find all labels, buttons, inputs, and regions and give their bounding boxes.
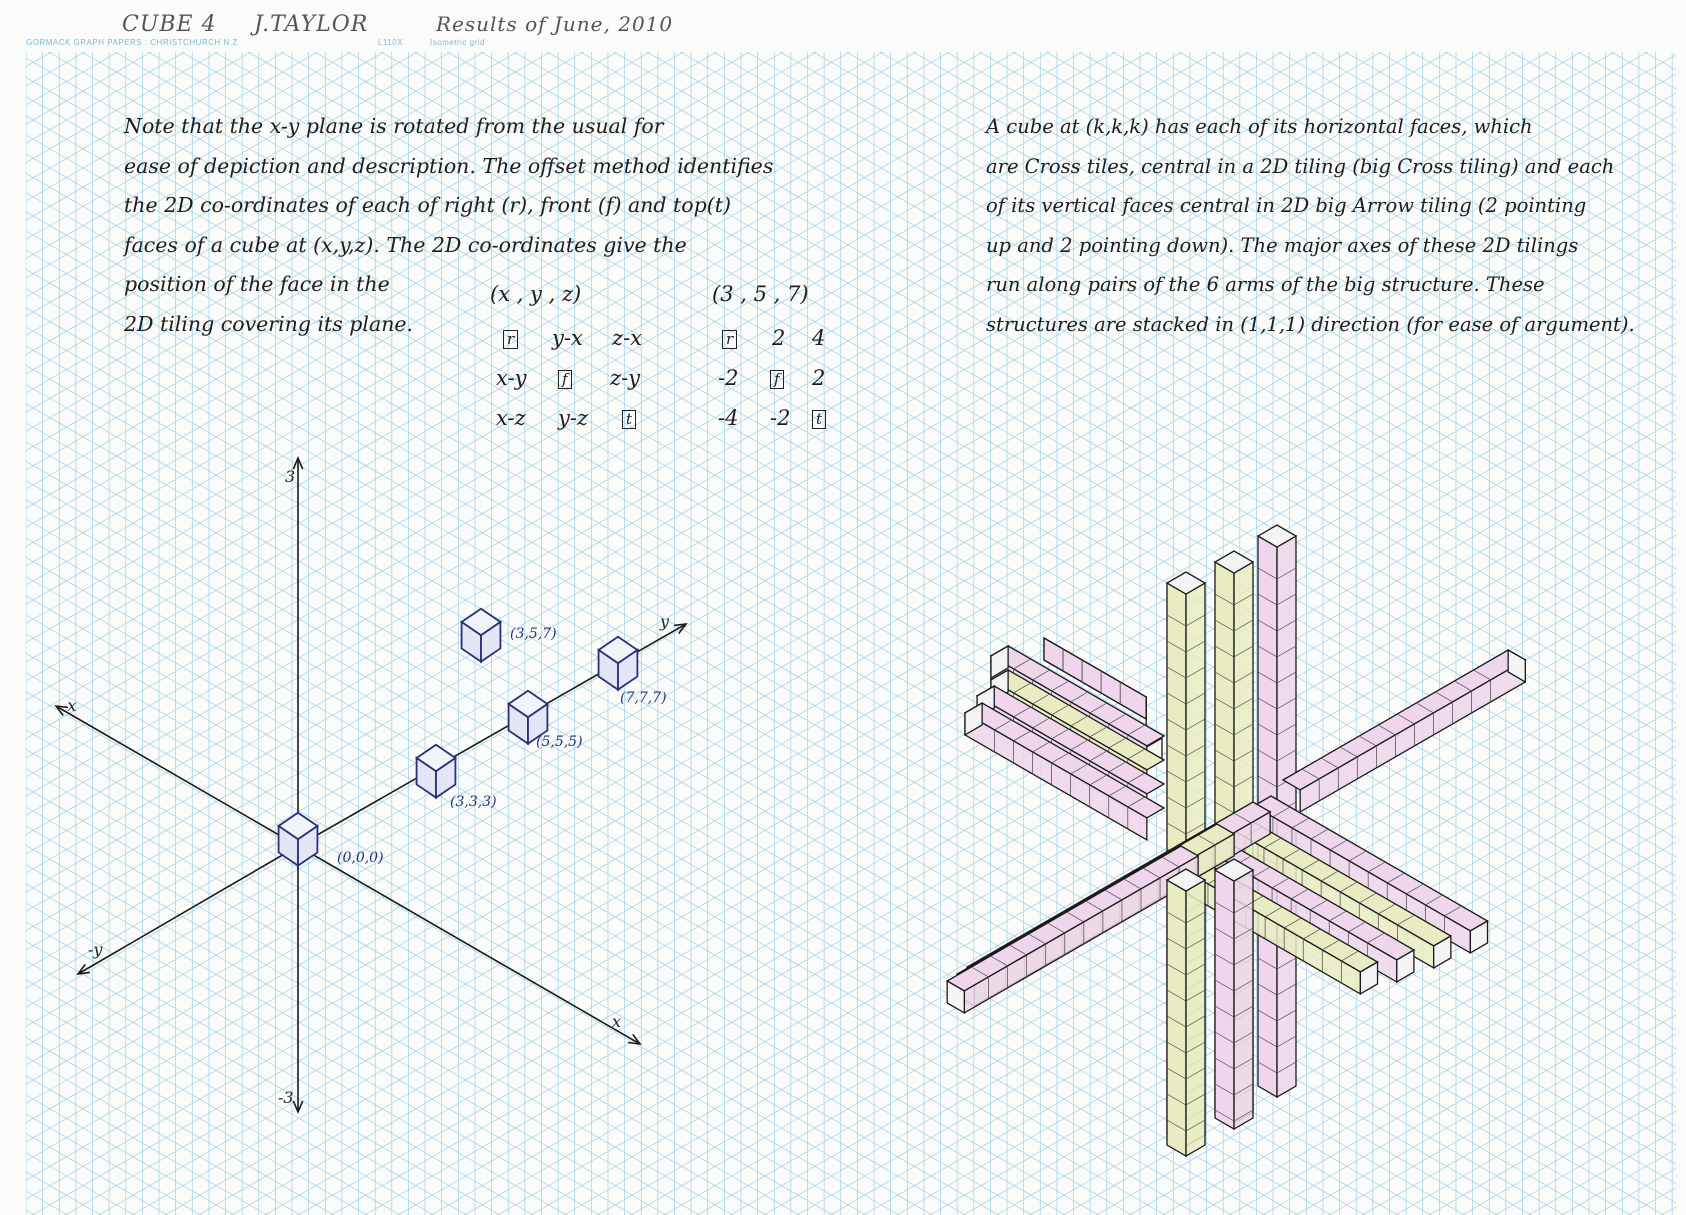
axis-label-x-neg: -x [62, 696, 77, 715]
column-lower-2 [1215, 859, 1253, 1129]
table-cell: -2 [718, 366, 739, 390]
note-right-line: up and 2 pointing down). The major axes of these 2D tilings [986, 233, 1579, 257]
grid-line [0, 0, 1686, 43]
cube-label-777: (7,7,7) [620, 690, 667, 706]
table-cell: x-z [496, 406, 526, 430]
grid-line [0, 792, 1686, 1215]
grid-line [0, 427, 1686, 1215]
note-right [986, 107, 1635, 344]
grid-line [0, 1195, 1686, 1215]
column-left-face [1215, 870, 1234, 1129]
grid-line [0, 452, 1686, 1215]
table-cell: z-y [610, 366, 641, 390]
grid-line [0, 293, 1686, 1215]
grid-line [0, 504, 1686, 1215]
bar-top-face [947, 846, 1198, 991]
grid-line [0, 0, 1686, 37]
grid-line [0, 734, 1686, 1215]
note-left-line: Note that the x-y plane is rotated from the usual for [124, 114, 664, 138]
grid-line [0, 990, 1686, 1215]
note-right-line: structures are stacked in (1,1,1) direction (for ease of argument). [986, 312, 1635, 336]
grid-line [0, 350, 1686, 1215]
grid-line [0, 830, 1686, 1215]
grid-line [0, 0, 1686, 114]
grid-line [0, 1022, 1686, 1215]
cube-label-357: (3,5,7) [510, 626, 557, 642]
note-right-line: are Cross tiles, central in a 2D tiling (big Cross tiling) and each [986, 154, 1615, 178]
column-right-face [1234, 870, 1253, 1129]
table-cell: 2 [772, 326, 786, 350]
grid-line [0, 773, 1686, 1215]
grid-line [0, 491, 1686, 1215]
cube-origin [279, 813, 318, 866]
table-cell: t [812, 410, 826, 429]
table-cell: -2 [770, 406, 791, 430]
note-left-line: 2D tiling covering its plane. [124, 311, 414, 336]
paper-brand: GORMACK GRAPH PAPERS : CHRISTCHURCH N.Z [26, 38, 238, 47]
axis-label-z-pos: 3 [285, 467, 296, 486]
axis-y-neg [78, 846, 298, 974]
grid-line [0, 0, 1686, 95]
grid-line [0, 0, 1686, 120]
cube-label-333: (3,3,3) [450, 794, 497, 810]
grid-line [0, 312, 1686, 1215]
note-left [124, 107, 773, 344]
grid-line [0, 759, 1686, 1215]
axis-label-x-pos: x [612, 1012, 622, 1031]
grid-line [0, 1105, 1686, 1215]
grid-line [0, 203, 1686, 1176]
grid-line [0, 389, 1686, 1215]
column-lower-1 [1167, 869, 1205, 1156]
bar-side-face [964, 856, 1198, 1013]
grid-line [0, 1176, 1686, 1215]
grid-line [0, 446, 1686, 1215]
table-cell: r [503, 330, 518, 349]
grid-line [0, 466, 1686, 1215]
grid-line [0, 1061, 1686, 1215]
table-cell: f [558, 370, 572, 389]
grid-line [0, 0, 1686, 18]
grid-line [0, 0, 1686, 5]
cube-label-555: (5,5,5) [536, 734, 583, 750]
table-cell: 2 [812, 366, 826, 390]
table-cell: y-z [558, 406, 589, 430]
note-right-line: of its vertical faces central in 2D big Arrow tiling (2 pointing [986, 194, 1587, 217]
grid-line [0, 414, 1686, 1215]
grid-line [0, 798, 1686, 1215]
general-header: (x , y , z) [490, 282, 582, 306]
grid-line [0, 1143, 1686, 1215]
grid-line [0, 260, 1686, 1215]
note-right-line: run along pairs of the 6 arms of the big structure. These [986, 273, 1545, 296]
grid-line [0, 1080, 1686, 1215]
note-left-line: position of the face in the [124, 272, 390, 296]
axis-x-pos-head [628, 1034, 640, 1044]
grid-line [0, 408, 1686, 1215]
author: J.TAYLOR [254, 12, 369, 37]
note-left-line: faces of a cube at (x,y,z). The 2D co-ordinates give the [124, 232, 687, 257]
table-cell: r [722, 330, 737, 349]
grid-line [0, 299, 1686, 1215]
table-cell: -4 [718, 406, 739, 430]
grid-line [0, 0, 1686, 62]
axis-y-neg-head [78, 964, 90, 974]
note-right-line: A cube at (k,k,k) has each of its horizontal faces, which [986, 115, 1533, 138]
grid-line [0, 0, 1686, 57]
grid-line [0, 984, 1686, 1215]
grid-line [0, 0, 1686, 101]
grid-line [0, 926, 1686, 1215]
grid-line [0, 1118, 1686, 1215]
axis-x-pos [298, 846, 640, 1044]
table-cell: y-x [552, 326, 583, 350]
paper-code: L110X [378, 38, 404, 47]
table-cell: 4 [812, 326, 826, 350]
axis-label-y-neg: -y [88, 940, 103, 959]
grid-line [0, 1028, 1686, 1215]
grid-line [0, 1182, 1686, 1215]
axis-label-y-pos: y [660, 612, 670, 631]
grid-line [0, 1067, 1686, 1215]
grid-line [0, 0, 1686, 24]
note-left-line: ease of depiction and description. The offset method identifies [124, 153, 774, 178]
example-header: (3 , 5 , 7) [712, 282, 809, 306]
paper-kind: Isometric grid [430, 38, 486, 47]
cube-label-origin: (0,0,0) [337, 850, 384, 866]
grid-line [0, 1157, 1686, 1215]
grid-line [0, 485, 1686, 1215]
grid-line [0, 375, 1686, 1215]
note-left-line: the 2D co-ordinates of each of right (r), front (f) and top(t) [124, 193, 731, 217]
axis-label-z-neg: -3 [278, 1088, 294, 1107]
sheet-title: CUBE 4 [122, 12, 217, 37]
cube-333 [417, 745, 456, 798]
grid-line [0, 542, 1686, 1215]
cube-777 [599, 637, 638, 690]
big-cross-structure [947, 525, 1525, 1156]
table-cell: t [622, 410, 636, 429]
table-cell: f [770, 370, 784, 389]
grid-line [0, 337, 1686, 1215]
date: Results of June, 2010 [436, 12, 674, 36]
table-cell: z-x [612, 326, 643, 350]
table-cell: x-y [496, 366, 527, 390]
bar-arm-sw-3 [947, 846, 1198, 1013]
